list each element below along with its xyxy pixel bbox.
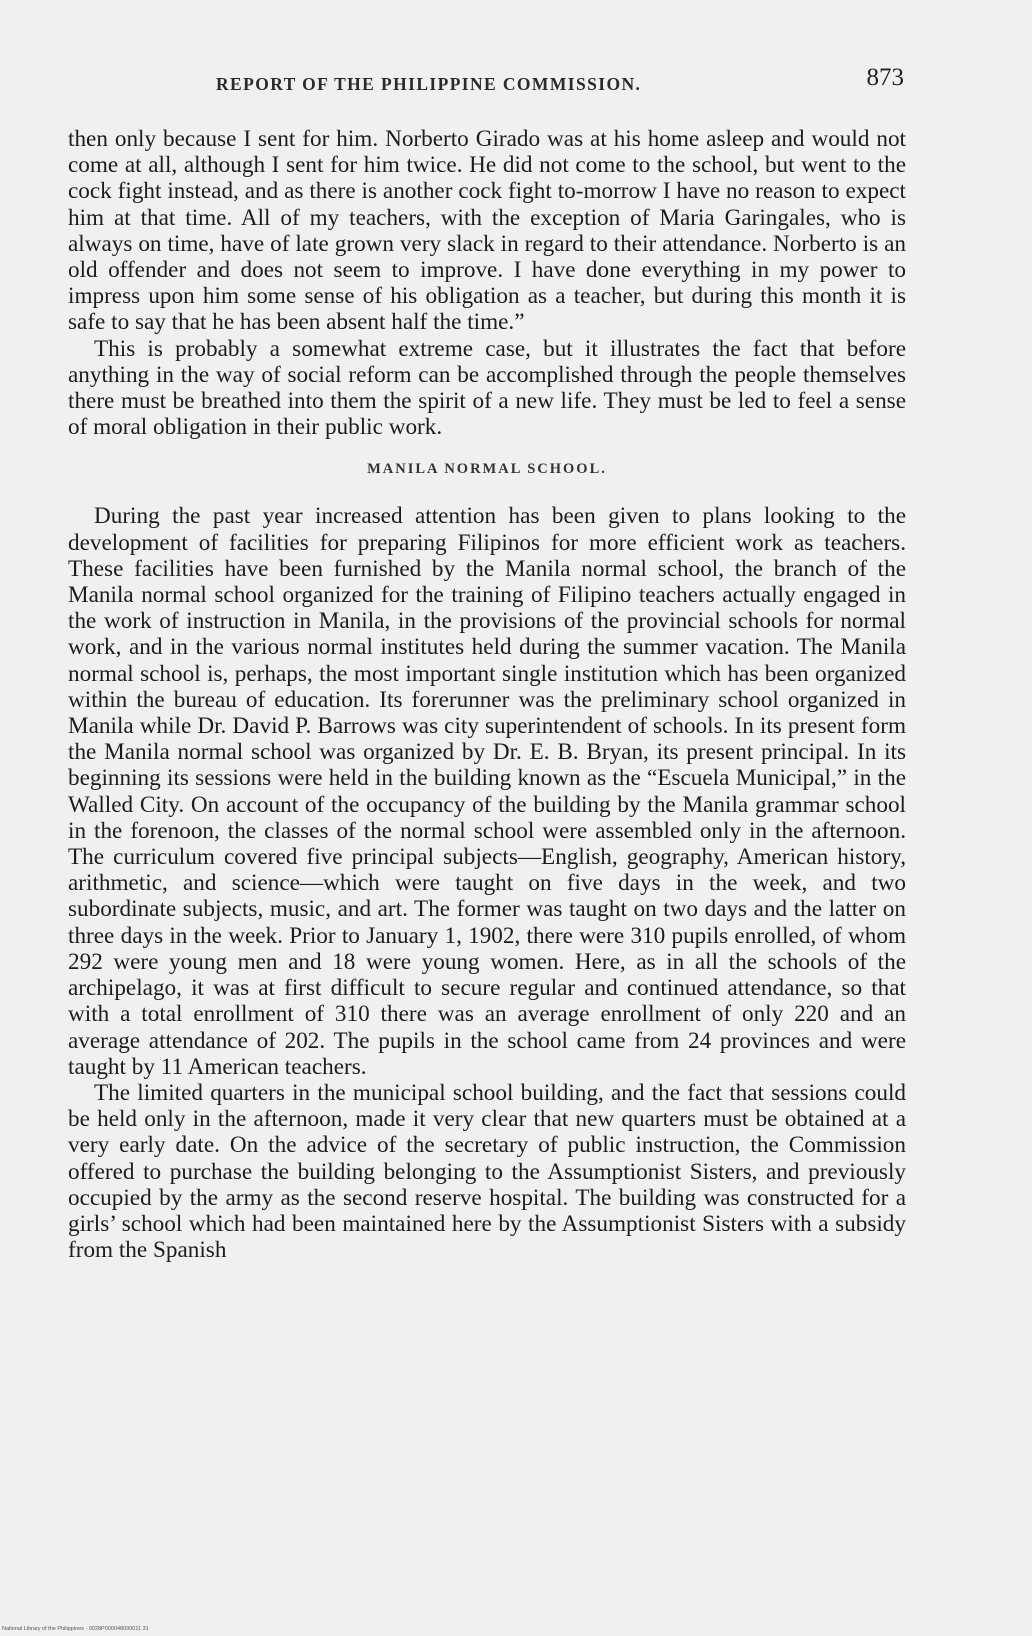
running-title: REPORT OF THE PHILIPPINE COMMISSION. bbox=[216, 74, 642, 94]
running-head bbox=[68, 64, 906, 100]
paragraph-normal-school: During the past year increased attention has been given to plans looking to the development of facilities for preparing Filipinos for more efficient work as teachers. These facilities have been furnished by the Manila normal school, the branch of the Manila normal school organized for the training of Filipino teachers actually engaged in the work of instruction in Manila, in the provisions of the provincial schools for normal work, and in the various normal institutes held during the summer vacation. The Manila normal school is, perhaps, the most important single institution which has been organized within the bureau of education. Its forerunner was the preliminary school organized in Manila while Dr. David P. Barrows was city superintendent of schools. In its present form the Manila normal school was organized by Dr. E. B. Bryan, its present principal. In its beginning its sessions were held in the building known as the “Escuela Municipal,” in the Walled City. On account of the occupancy of the building by the Manila grammar school in the forenoon, the classes of the normal school were assembled only in the afternoon. The curriculum covered five principal subjects—English, geography, American history, arithmetic, and science—which were taught on five days in the week, and two subordinate subjects, music, and art. The former was taught on two days and the latter on three days in the week. Prior to January 1, 1902, there were 310 pupils enrolled, of whom 292 were young men and 18 were young women. Here, as in all the schools of the archipelago, it was at first difficult to secure regular and continued attendance, so that with a total enrollment of 310 there was an average enrollment of only 220 and an average attendance of 202. The pupils in the school came from 24 provinces and were taught by 11 American teachers. bbox=[68, 503, 906, 1080]
paragraph-moral-obligation: This is probably a somewhat extreme case, but it illustrates the fact that before anything in the way of social reform can be accomplished through the people themselves there must be breathed into them the spirit of a new life. They must be led to feel a sense of moral obligation in their public work. bbox=[68, 335, 906, 441]
page-number: 873 bbox=[866, 64, 904, 91]
scan-credit-footer: National Library of the Philippines · 0028P000048090011 31 bbox=[2, 1626, 149, 1632]
page-content bbox=[68, 64, 906, 1263]
paragraph-new-quarters: The limited quarters in the municipal school building, and the fact that sessions could be held only in the afternoon, made it very clear that new quarters must be obtained at a very early date. On the advice of the secretary of public instruction, the Commission offered to purchase the building belonging to the Assumptionist Sisters, and previously occupied by the army as the second reserve hospital. The building was constructed for a girls’ school which had been maintained here by the Assumptionist Sisters with a subsidy from the Spanish bbox=[68, 1079, 906, 1264]
paragraph-quote-continuation: then only because I sent for him. Norberto Girado was at his home asleep and would not come at all, although I sent for him twice. He did not come to the school, but went to the cock fight instead, and as there is another cock fight to-morrow I have no reason to expect him at that time. All of my teachers, with the exception of Maria Garingales, who is always on time, have of late grown very slack in regard to their attendance. Norberto is an old offender and does not seem to improve. I have done everything in my power to impress upon him some sense of his obligation as a teacher, but during this month it is safe to say that he has been absent half the time.” bbox=[68, 126, 906, 336]
section-heading: MANILA NORMAL SCHOOL. bbox=[367, 461, 607, 478]
